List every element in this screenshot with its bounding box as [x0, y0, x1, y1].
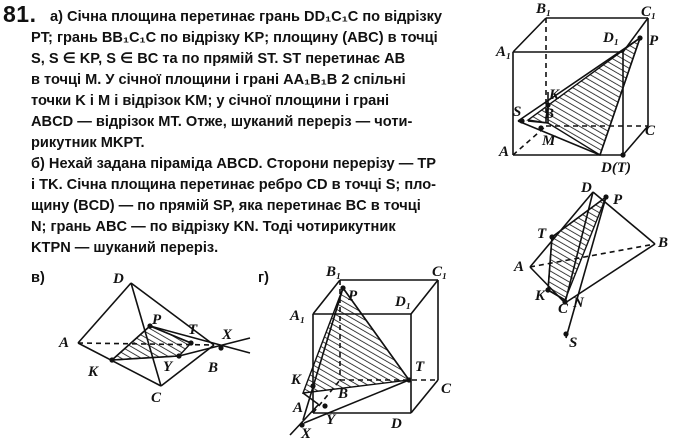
figure-v-label-x: X [222, 327, 233, 343]
figure-a-label-d1: D₁ [603, 30, 620, 46]
figure-a-label-s: S [513, 104, 522, 120]
figure-a-point-p [637, 35, 642, 40]
figure-b-label-c: C [558, 301, 569, 317]
figure-v-label-b: B [208, 360, 219, 376]
figure-v-label-a: A [59, 335, 70, 351]
part-b-line-4: N; грань ABC — по відрізку KN. Тоді чотирикутник [31, 219, 396, 235]
part-v-label: в) [31, 270, 45, 286]
figure-g-point-p [340, 285, 345, 290]
figure-g-point-y [322, 403, 327, 408]
figure-a-label-m: M [542, 133, 556, 149]
figure-g-label-d1: D₁ [395, 294, 412, 310]
figure-g-label-x: X [301, 426, 312, 442]
part-a-line-2: PT; грань BB₁C₁C по відрізку KP; площину (ABC) в точці [31, 30, 438, 46]
figure-g-label-b: B [338, 386, 349, 402]
figure-b-label-t: T [537, 226, 547, 242]
figure-b-label-k: K [535, 288, 546, 304]
figure-g-label-k: K [291, 372, 302, 388]
figure-a-label-a1: A₁ [496, 44, 512, 60]
figure-b-label-s: S [569, 335, 578, 351]
figure-b-labels [513, 180, 668, 351]
figure-a-point-dt [620, 152, 625, 157]
figure-g-label-p: P [348, 288, 358, 304]
part-b-line-5: KTPN — шуканий переріз. [31, 240, 219, 256]
figure-a-cube [513, 18, 648, 155]
figure-g-label-a: A [293, 400, 304, 416]
figure-g-label-b1: B₁ [326, 264, 342, 280]
figure-b-point-s [563, 331, 568, 336]
figure-g-point-t [406, 377, 411, 382]
figure-v-label-c: C [151, 390, 162, 406]
figure-b-label-a: A [514, 259, 525, 275]
figure-b-label-n: N [573, 295, 584, 311]
figure-g-label-c1: C₁ [432, 264, 448, 280]
figure-v-label-y: Y [163, 359, 173, 375]
figure-b-section [548, 197, 606, 300]
part-g-label: г) [258, 270, 269, 286]
figure-a-label-b: B [544, 106, 555, 122]
figure-g-label-y: Y [326, 412, 336, 428]
figure-v-point-x [218, 345, 223, 350]
figure-v-point-t [188, 340, 193, 345]
figure-g-label-a1: A₁ [290, 308, 306, 324]
figure-v-label-t: T [188, 322, 198, 338]
part-b-line-3: щину (BCD) — по прямій SP, яка перетинає BC в точці [31, 198, 421, 214]
part-a-line-6: ABCD — відрізок MT. Отже, шуканий переріз — чоти- [31, 114, 413, 130]
part-a-line-3: S, S ∈ KP, S ∈ BC та по прямій ST. ST перетинає AB [31, 51, 406, 67]
figure-b-label-d: D [581, 180, 592, 196]
figure-v-label-p: P [152, 312, 162, 328]
part-b-line-1: б) Нехай задана піраміда ABCD. Сторони перерізу — TP [31, 156, 437, 172]
figure-b-point-p [603, 194, 608, 199]
figure-v-label-k: K [88, 364, 99, 380]
part-b-line-2: і TK. Січна площина перетинає ребро CD в точці S; пло- [31, 177, 437, 193]
figure-b-point-k [545, 287, 550, 292]
figure-a-label-c1: C₁ [641, 4, 657, 20]
figure-g-point-k [310, 383, 315, 388]
figure-b-label-b: B [658, 235, 669, 251]
figure-v-point-k [109, 357, 114, 362]
figure-b-pyramid [530, 192, 655, 338]
problem-number: 81. [3, 1, 37, 27]
figure-a-label-p: P [649, 33, 659, 49]
figure-g-cube [290, 280, 438, 435]
figure-a-label-b1: B₁ [536, 1, 552, 17]
figure-g-label-c: C [441, 381, 452, 397]
figure-a-label-dt: D(T) [601, 160, 631, 176]
part-a-line-1: а) Січна площина перетинає грань DD₁C₁C по відрізку [50, 9, 443, 25]
figure-a-label-a: A [499, 144, 510, 160]
figure-b-point-t [549, 234, 554, 239]
figure-a-label-c: C [645, 123, 656, 139]
figure-g-label-t: T [415, 359, 425, 375]
part-a-line-4: в точці M. У січної площини і грані AA₁B₁B 2 спільні [31, 72, 406, 88]
figure-v-label-d: D [113, 271, 124, 287]
figure-a-point-m [538, 125, 543, 130]
part-a-line-5: точки K і M і відрізок KM; у січної площини і грані [31, 93, 390, 109]
figure-b-label-p: P [613, 192, 623, 208]
figure-v-point-y [176, 353, 181, 358]
part-a-line-7: рикутник MKPT. [31, 135, 145, 151]
figure-g-label-d: D [391, 416, 402, 432]
figure-a-label-k: K [549, 87, 560, 103]
